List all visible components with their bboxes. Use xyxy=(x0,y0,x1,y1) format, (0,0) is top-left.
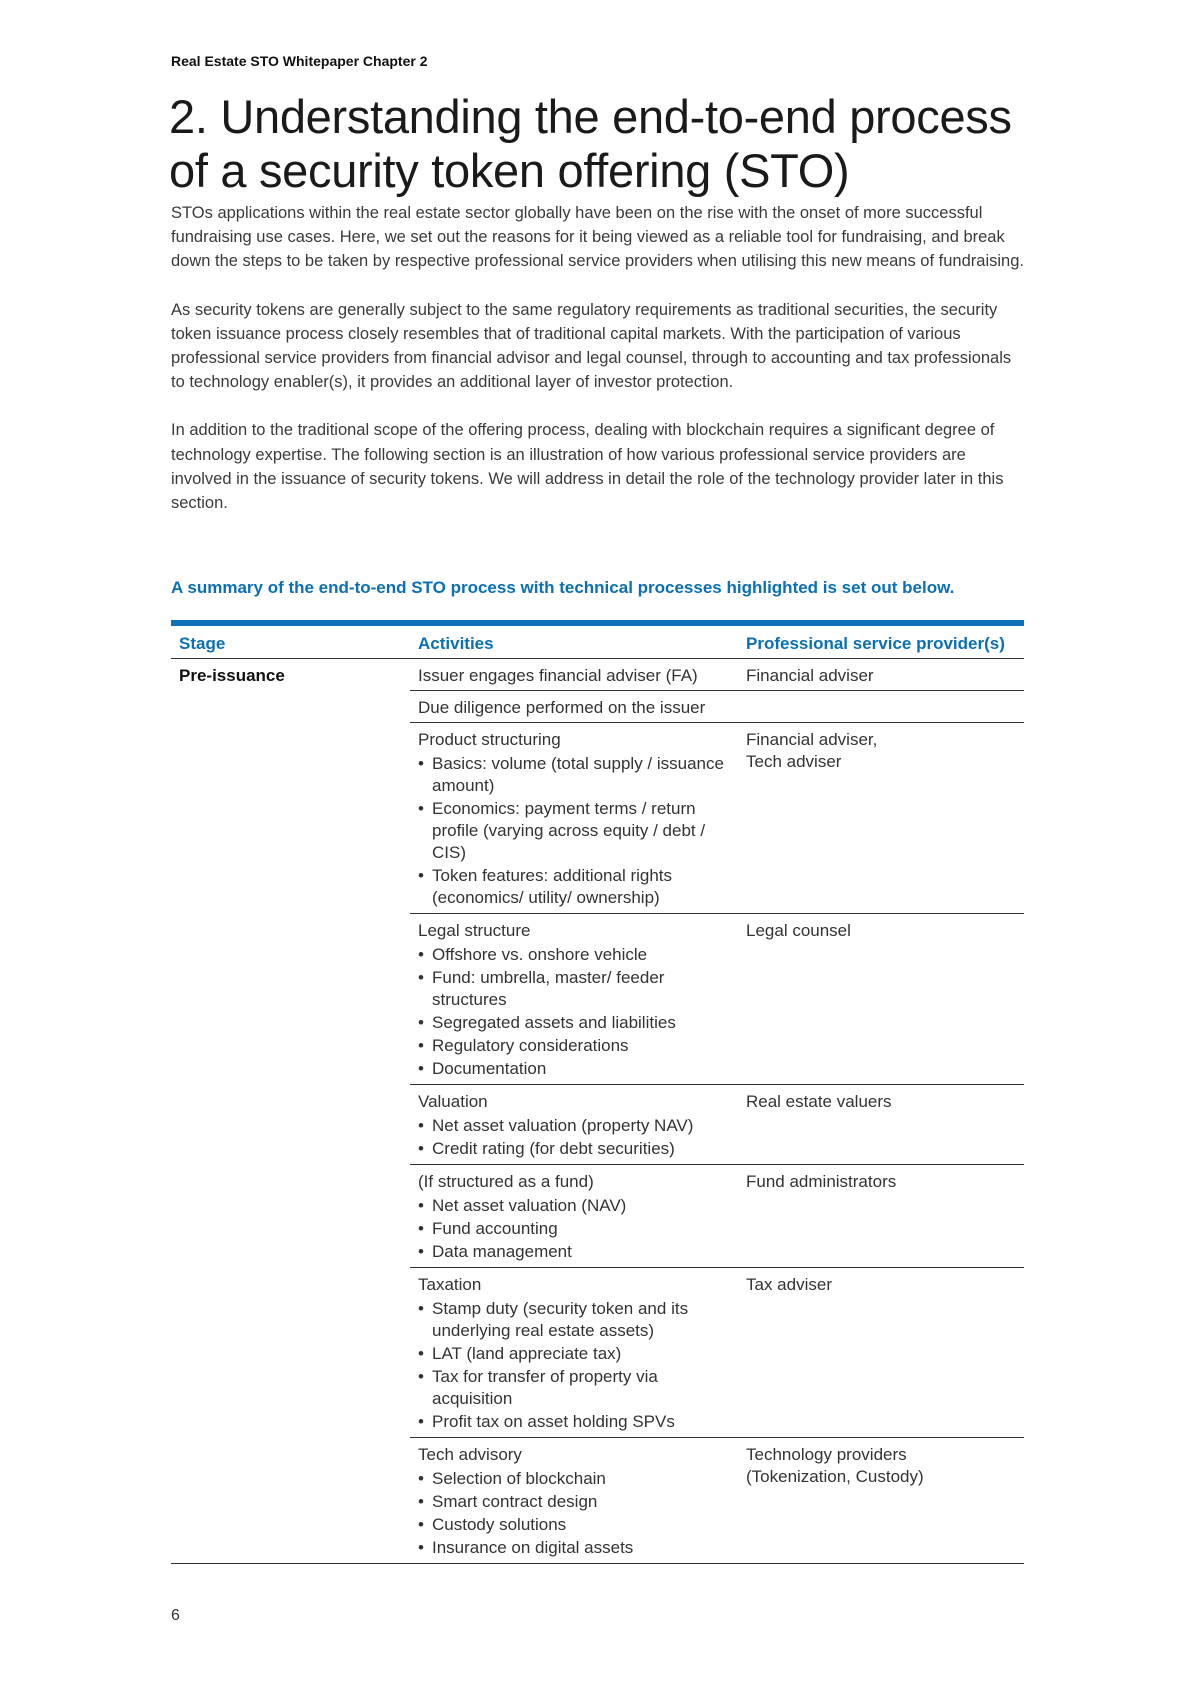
provider-cell: Real estate valuers xyxy=(738,1085,1024,1165)
activity-bullet: • Stamp duty (security token and its underlying real estate assets) xyxy=(418,1298,730,1342)
activity-bullet-list xyxy=(418,1298,730,1433)
header-activities: Activities xyxy=(410,623,738,659)
activity-bullet-list xyxy=(418,944,730,1080)
activity-cell xyxy=(410,1268,738,1438)
paragraph: As security tokens are generally subject to the same regulatory requirements as traditional securities, the security token issuance process closely resembles that of traditional capital markets. With the participation of various professional service providers from financial advisor and legal counsel, through to accounting and tax professionals to technology enabler(s), it provides an additional layer of investor protection. xyxy=(171,300,1012,392)
activity-cell xyxy=(410,914,738,1085)
paragraph: In addition to the traditional scope of the offering process, dealing with blockchain requires a significant degree of technology expertise. The following section is an illustration of how various professional service providers are involved in the issuance of security tokens. We will address in detail the role of the technology provider later in this section. xyxy=(171,421,1004,513)
activity-bullet-list xyxy=(418,1115,730,1160)
summary-heading: A summary of the end-to-end STO process with technical processes highlighted is set out below. xyxy=(171,578,955,597)
activity-cell xyxy=(410,1085,738,1165)
activity-title: Taxation xyxy=(418,1275,482,1294)
page-title: 2. Understanding the end-to-end process of a security token offering (STO) xyxy=(169,90,1012,197)
activity-bullet-list xyxy=(418,1195,730,1263)
activity-title: Product structuring xyxy=(418,730,561,749)
activity-cell xyxy=(410,691,738,723)
activity-title: (If structured as a fund) xyxy=(418,1172,594,1191)
intro-text xyxy=(171,201,1029,539)
stage-cell: Pre-issuance xyxy=(171,659,410,1564)
provider-cell: Tax adviser xyxy=(738,1268,1024,1438)
activity-bullet: • Insurance on digital assets xyxy=(418,1537,730,1559)
activity-bullet: • Data management xyxy=(418,1241,730,1263)
provider-cell: Legal counsel xyxy=(738,914,1024,1085)
activity-title: Due diligence performed on the issuer xyxy=(418,698,706,717)
provider-cell: Technology providers (Tokenization, Custody) xyxy=(738,1438,1024,1564)
activity-bullet: • Offshore vs. onshore vehicle xyxy=(418,944,730,966)
running-header: Real Estate STO Whitepaper Chapter 2 xyxy=(171,53,428,69)
activity-bullet: • Economics: payment terms / return profile (varying across equity / debt / CIS) xyxy=(418,798,730,864)
activity-cell xyxy=(410,723,738,914)
activity-bullet: • Profit tax on asset holding SPVs xyxy=(418,1411,730,1433)
provider-cell xyxy=(738,691,1024,723)
activity-bullet: • Documentation xyxy=(418,1058,730,1080)
activity-title: Issuer engages financial adviser (FA) xyxy=(418,666,698,685)
paragraph: STOs applications within the real estate sector globally have been on the rise with the onset of more successful fundraising use cases. Here, we set out the reasons for it being viewed as a reliable tool for fundraising, and break down the steps to be taken by respective professional service providers when utilising this new means of fundraising. xyxy=(171,204,1024,271)
table-header-row xyxy=(171,623,1024,659)
header-stage: Stage xyxy=(171,623,410,659)
activity-cell xyxy=(410,1438,738,1564)
activity-cell xyxy=(410,1165,738,1268)
table-body xyxy=(171,659,1024,1564)
activity-bullet: • Selection of blockchain xyxy=(418,1468,730,1490)
activity-title: Tech advisory xyxy=(418,1445,522,1464)
activity-cell xyxy=(410,659,738,691)
activity-bullet: • LAT (land appreciate tax) xyxy=(418,1343,730,1365)
provider-cell: Fund administrators xyxy=(738,1165,1024,1268)
activity-bullet: • Token features: additional rights (economics/ utility/ ownership) xyxy=(418,865,730,909)
header-providers: Professional service provider(s) xyxy=(738,623,1024,659)
activity-bullet: • Fund: umbrella, master/ feeder structures xyxy=(418,967,730,1011)
page-number: 6 xyxy=(171,1607,180,1624)
table-row xyxy=(171,659,1024,691)
provider-cell: Financial adviser, Tech adviser xyxy=(738,723,1024,914)
activity-bullet: • Smart contract design xyxy=(418,1491,730,1513)
activity-bullet: • Net asset valuation (NAV) xyxy=(418,1195,730,1217)
activity-bullet: • Credit rating (for debt securities) xyxy=(418,1138,730,1160)
activity-bullet-list xyxy=(418,753,730,909)
activity-bullet: • Fund accounting xyxy=(418,1218,730,1240)
activity-bullet: • Tax for transfer of property via acquisition xyxy=(418,1366,730,1410)
activity-bullet: • Regulatory considerations xyxy=(418,1035,730,1057)
activity-title: Legal structure xyxy=(418,921,531,940)
activity-bullet: • Custody solutions xyxy=(418,1514,730,1536)
activity-bullet: • Net asset valuation (property NAV) xyxy=(418,1115,730,1137)
activity-bullet-list xyxy=(418,1468,730,1559)
activity-title: Valuation xyxy=(418,1092,488,1111)
activity-bullet: • Segregated assets and liabilities xyxy=(418,1012,730,1034)
provider-cell: Financial adviser xyxy=(738,659,1024,691)
sto-process-table xyxy=(171,620,1024,1564)
activity-bullet: • Basics: volume (total supply / issuance amount) xyxy=(418,753,730,797)
